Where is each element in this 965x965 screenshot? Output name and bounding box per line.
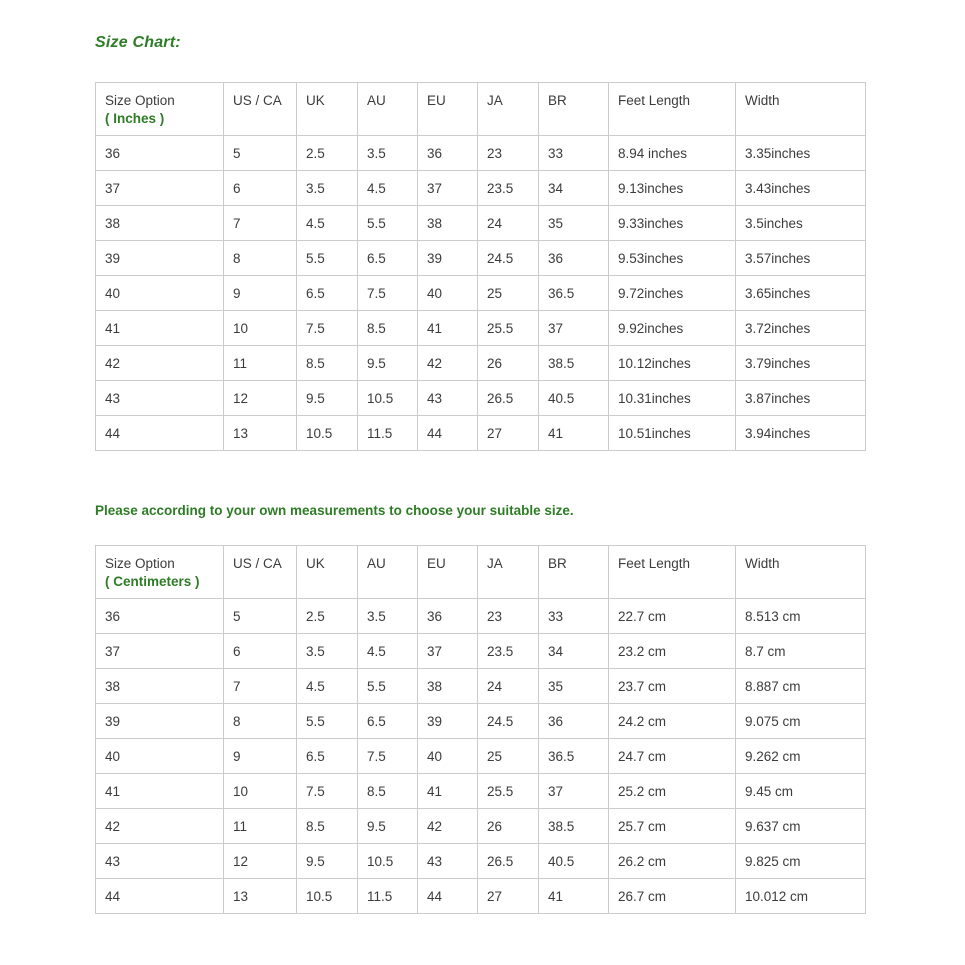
table-cell: 41: [539, 416, 609, 451]
table-cell: 13: [224, 416, 297, 451]
table-cell: 4.5: [358, 171, 418, 206]
table-cell: 4.5: [297, 206, 358, 241]
table-cell: 8.5: [358, 311, 418, 346]
centimeters-table-container: [95, 545, 870, 914]
table-cell: 38: [96, 206, 224, 241]
table-row: [96, 704, 866, 739]
table-cell: 40: [418, 739, 478, 774]
table-cell: 7.5: [297, 311, 358, 346]
table-cell: 24: [478, 669, 539, 704]
table-cell: 8.5: [358, 774, 418, 809]
table-cell: 41: [418, 311, 478, 346]
table-cell: 5: [224, 599, 297, 634]
table-row: [96, 171, 866, 206]
table-cell: 11: [224, 346, 297, 381]
table-cell: 39: [418, 704, 478, 739]
table-cell: 5: [224, 136, 297, 171]
table-cell: 9: [224, 276, 297, 311]
size-option-header-cell: [96, 546, 224, 599]
table-cell: 8.5: [297, 809, 358, 844]
table-cell: 26: [478, 809, 539, 844]
table-cell: 3.5: [297, 171, 358, 206]
table-row: [96, 844, 866, 879]
table-cell: 27: [478, 416, 539, 451]
column-header-cell: Width: [736, 546, 866, 599]
table-cell: 38.5: [539, 809, 609, 844]
table-row: [96, 381, 866, 416]
table-cell: 24.5: [478, 704, 539, 739]
table-row: [96, 739, 866, 774]
table-row: [96, 346, 866, 381]
inches-table-container: [95, 82, 870, 451]
table-cell: 3.5: [297, 634, 358, 669]
table-cell: 10.012 cm: [736, 879, 866, 914]
table-cell: 7: [224, 206, 297, 241]
table-cell: 8: [224, 704, 297, 739]
table-cell: 9.262 cm: [736, 739, 866, 774]
column-header-cell: US / CA: [224, 546, 297, 599]
table-cell: 2.5: [297, 136, 358, 171]
table-row: [96, 809, 866, 844]
table-cell: 25.2 cm: [609, 774, 736, 809]
table-cell: 38: [418, 206, 478, 241]
table-row: [96, 241, 866, 276]
table-row: [96, 206, 866, 241]
table-cell: 34: [539, 634, 609, 669]
table-cell: 39: [96, 241, 224, 276]
table-cell: 37: [539, 774, 609, 809]
table-cell: 39: [418, 241, 478, 276]
table-cell: 5.5: [297, 241, 358, 276]
table-row: [96, 311, 866, 346]
table-cell: 40.5: [539, 844, 609, 879]
table-cell: 9.637 cm: [736, 809, 866, 844]
table-cell: 9.53inches: [609, 241, 736, 276]
column-header-cell: US / CA: [224, 83, 297, 136]
table-cell: 35: [539, 669, 609, 704]
table-cell: 6.5: [358, 241, 418, 276]
table-cell: 38: [418, 669, 478, 704]
table-cell: 38.5: [539, 346, 609, 381]
table-cell: 2.5: [297, 599, 358, 634]
table-cell: 42: [96, 809, 224, 844]
table-cell: 4.5: [297, 669, 358, 704]
table-cell: 37: [96, 171, 224, 206]
table-cell: 3.5inches: [736, 206, 866, 241]
column-header-cell: JA: [478, 546, 539, 599]
table-cell: 8.887 cm: [736, 669, 866, 704]
table-cell: 9.45 cm: [736, 774, 866, 809]
table-row: [96, 774, 866, 809]
table-cell: 11.5: [358, 416, 418, 451]
table-cell: 4.5: [358, 634, 418, 669]
table-cell: 8.513 cm: [736, 599, 866, 634]
column-header-cell: Width: [736, 83, 866, 136]
table-cell: 6.5: [297, 276, 358, 311]
table-cell: 10.5: [358, 844, 418, 879]
table-cell: 36: [418, 136, 478, 171]
table-cell: 9.92inches: [609, 311, 736, 346]
size-option-label: Size Option: [105, 93, 175, 108]
column-header-cell: JA: [478, 83, 539, 136]
table-cell: 26.5: [478, 381, 539, 416]
table-cell: 12: [224, 381, 297, 416]
column-header-cell: EU: [418, 546, 478, 599]
table-cell: 5.5: [358, 669, 418, 704]
unit-label: ( Inches ): [105, 111, 165, 126]
table-cell: 44: [418, 879, 478, 914]
table-cell: 3.43inches: [736, 171, 866, 206]
table-cell: 24: [478, 206, 539, 241]
table-cell: 43: [418, 381, 478, 416]
table-cell: 23: [478, 599, 539, 634]
table-cell: 9.33inches: [609, 206, 736, 241]
table-cell: 10.12inches: [609, 346, 736, 381]
table-cell: 42: [418, 809, 478, 844]
table-cell: 10.51inches: [609, 416, 736, 451]
table-cell: 8.7 cm: [736, 634, 866, 669]
column-header-cell: BR: [539, 83, 609, 136]
table-cell: 23.5: [478, 634, 539, 669]
column-header-cell: AU: [358, 83, 418, 136]
table-cell: 9.5: [358, 346, 418, 381]
table-cell: 40: [418, 276, 478, 311]
table-row: [96, 416, 866, 451]
table-cell: 24.5: [478, 241, 539, 276]
size-option-header-cell: [96, 83, 224, 136]
table-row: [96, 599, 866, 634]
table-cell: 22.7 cm: [609, 599, 736, 634]
table-row: [96, 276, 866, 311]
table-cell: 3.5: [358, 136, 418, 171]
table-cell: 27: [478, 879, 539, 914]
table-cell: 3.72inches: [736, 311, 866, 346]
table-cell: 40: [96, 276, 224, 311]
table-cell: 37: [418, 634, 478, 669]
column-header-cell: UK: [297, 546, 358, 599]
table-cell: 42: [96, 346, 224, 381]
column-header-cell: BR: [539, 546, 609, 599]
table-cell: 42: [418, 346, 478, 381]
table-cell: 13: [224, 879, 297, 914]
table-cell: 41: [539, 879, 609, 914]
table-cell: 40: [96, 739, 224, 774]
table-cell: 6.5: [297, 739, 358, 774]
table-cell: 9.5: [297, 381, 358, 416]
table-cell: 36.5: [539, 739, 609, 774]
table-cell: 37: [96, 634, 224, 669]
table-cell: 33: [539, 599, 609, 634]
table-cell: 6: [224, 634, 297, 669]
table-cell: 24.2 cm: [609, 704, 736, 739]
table-cell: 3.65inches: [736, 276, 866, 311]
table-cell: 10.31inches: [609, 381, 736, 416]
header-row: [96, 83, 866, 136]
unit-label: ( Centimeters ): [105, 574, 200, 589]
table-cell: 11: [224, 809, 297, 844]
table-cell: 40.5: [539, 381, 609, 416]
table-cell: 8: [224, 241, 297, 276]
table-cell: 9.5: [358, 809, 418, 844]
table-cell: 6: [224, 171, 297, 206]
table-cell: 26.2 cm: [609, 844, 736, 879]
table-row: [96, 879, 866, 914]
table-cell: 9.075 cm: [736, 704, 866, 739]
table-cell: 10.5: [297, 416, 358, 451]
table-cell: 7.5: [358, 739, 418, 774]
table-cell: 9.72inches: [609, 276, 736, 311]
table-cell: 41: [96, 311, 224, 346]
table-cell: 25.7 cm: [609, 809, 736, 844]
table-cell: 5.5: [297, 704, 358, 739]
table-cell: 6.5: [358, 704, 418, 739]
table-cell: 44: [418, 416, 478, 451]
size-option-label: Size Option: [105, 556, 175, 571]
column-header-cell: Feet Length: [609, 546, 736, 599]
table-cell: 9.13inches: [609, 171, 736, 206]
table-cell: 36.5: [539, 276, 609, 311]
column-header-cell: AU: [358, 546, 418, 599]
table-cell: 36: [539, 241, 609, 276]
table-cell: 23.7 cm: [609, 669, 736, 704]
table-cell: 39: [96, 704, 224, 739]
column-header-cell: Feet Length: [609, 83, 736, 136]
table-cell: 3.35inches: [736, 136, 866, 171]
table-cell: 23.2 cm: [609, 634, 736, 669]
table-cell: 25: [478, 276, 539, 311]
table-cell: 26.5: [478, 844, 539, 879]
table-cell: 35: [539, 206, 609, 241]
table-cell: 23.5: [478, 171, 539, 206]
table-cell: 37: [418, 171, 478, 206]
table-cell: 34: [539, 171, 609, 206]
table-cell: 41: [96, 774, 224, 809]
table-cell: 7.5: [297, 774, 358, 809]
column-header-cell: UK: [297, 83, 358, 136]
table-cell: 25.5: [478, 311, 539, 346]
table-cell: 3.5: [358, 599, 418, 634]
table-cell: 5.5: [358, 206, 418, 241]
table-cell: 8.94 inches: [609, 136, 736, 171]
table-cell: 36: [96, 136, 224, 171]
header-row: [96, 546, 866, 599]
table-cell: 36: [418, 599, 478, 634]
table-cell: 33: [539, 136, 609, 171]
table-cell: 12: [224, 844, 297, 879]
table-cell: 37: [539, 311, 609, 346]
table-cell: 36: [539, 704, 609, 739]
table-cell: 26: [478, 346, 539, 381]
inches-size-table: [95, 82, 866, 451]
table-cell: 24.7 cm: [609, 739, 736, 774]
table-cell: 43: [418, 844, 478, 879]
table-cell: 7: [224, 669, 297, 704]
table-cell: 9.5: [297, 844, 358, 879]
table-cell: 3.94inches: [736, 416, 866, 451]
table-row: [96, 136, 866, 171]
table-cell: 3.57inches: [736, 241, 866, 276]
table-cell: 10.5: [297, 879, 358, 914]
table-cell: 23: [478, 136, 539, 171]
table-cell: 8.5: [297, 346, 358, 381]
table-row: [96, 634, 866, 669]
table-cell: 38: [96, 669, 224, 704]
table-cell: 36: [96, 599, 224, 634]
centimeters-size-table: [95, 545, 866, 914]
table-cell: 26.7 cm: [609, 879, 736, 914]
table-cell: 10: [224, 311, 297, 346]
table-cell: 11.5: [358, 879, 418, 914]
table-cell: 3.87inches: [736, 381, 866, 416]
table-cell: 25: [478, 739, 539, 774]
table-cell: 9: [224, 739, 297, 774]
table-cell: 25.5: [478, 774, 539, 809]
table-cell: 3.79inches: [736, 346, 866, 381]
table-cell: 44: [96, 416, 224, 451]
table-cell: 43: [96, 844, 224, 879]
table-cell: 7.5: [358, 276, 418, 311]
table-cell: 9.825 cm: [736, 844, 866, 879]
table-cell: 43: [96, 381, 224, 416]
page-title: Size Chart:: [95, 34, 181, 51]
table-cell: 44: [96, 879, 224, 914]
table-cell: 10: [224, 774, 297, 809]
measurement-note: Please according to your own measurements to choose your suitable size.: [95, 503, 574, 518]
table-row: [96, 669, 866, 704]
table-cell: 41: [418, 774, 478, 809]
table-cell: 10.5: [358, 381, 418, 416]
column-header-cell: EU: [418, 83, 478, 136]
